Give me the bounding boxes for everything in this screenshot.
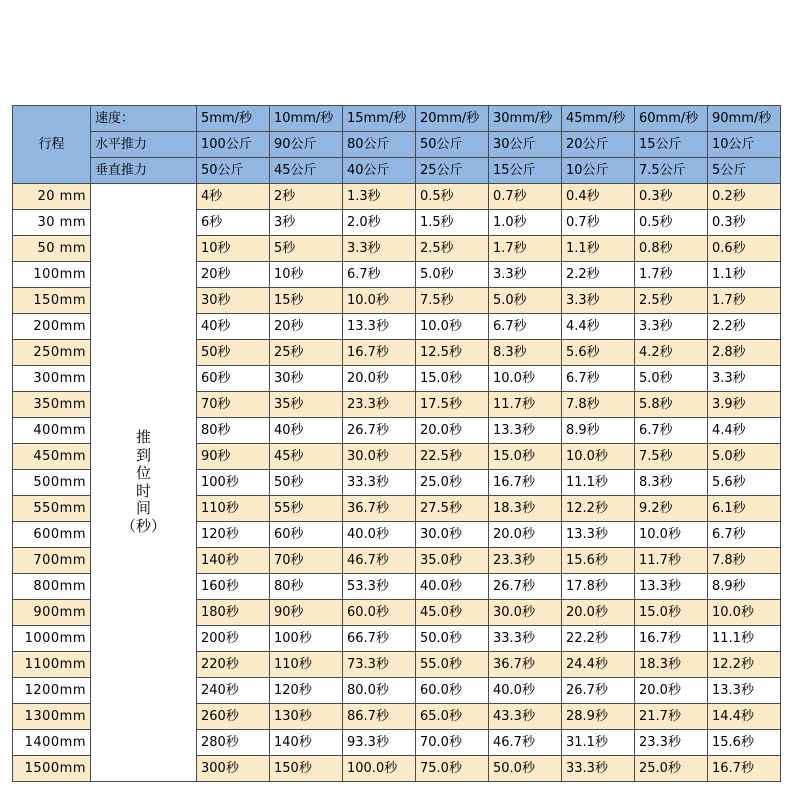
cell-r9-c6: 6.7秒 — [635, 418, 708, 444]
cell-r11-c4: 16.7秒 — [489, 470, 562, 496]
cell-r9-c4: 13.3秒 — [489, 418, 562, 444]
vertical-axis-label — [95, 429, 192, 535]
cell-r9-c2: 26.7秒 — [343, 418, 416, 444]
cell-r15-c6: 13.3秒 — [635, 574, 708, 600]
cell-r9-c3: 20.0秒 — [416, 418, 489, 444]
cell-r18-c5: 24.4秒 — [562, 652, 635, 678]
cell-r17-c3: 50.0秒 — [416, 626, 489, 652]
cell-r17-c0: 200秒 — [197, 626, 270, 652]
cell-r16-c2: 60.0秒 — [343, 600, 416, 626]
cell-r1-c5: 0.7秒 — [562, 210, 635, 236]
cell-r7-c2: 20.0秒 — [343, 366, 416, 392]
vertical-label-char-0: 推 — [135, 428, 151, 447]
stroke-label-20: 1300mm — [13, 704, 91, 730]
cell-r11-c1: 50秒 — [270, 470, 343, 496]
cell-r18-c6: 18.3秒 — [635, 652, 708, 678]
header-row-horizontal-force — [13, 132, 781, 158]
cell-r3-c3: 5.0秒 — [416, 262, 489, 288]
header-horizontal-force-2: 80公斤 — [343, 132, 416, 158]
stroke-label-0: 20 mm — [13, 184, 91, 210]
cell-r5-c7: 2.2秒 — [708, 314, 781, 340]
stroke-label-21: 1400mm — [13, 730, 91, 756]
cell-r6-c3: 12.5秒 — [416, 340, 489, 366]
cell-r2-c2: 3.3秒 — [343, 236, 416, 262]
cell-r7-c6: 5.0秒 — [635, 366, 708, 392]
cell-r5-c3: 10.0秒 — [416, 314, 489, 340]
cell-r2-c6: 0.8秒 — [635, 236, 708, 262]
cell-r10-c7: 5.0秒 — [708, 444, 781, 470]
cell-r12-c3: 27.5秒 — [416, 496, 489, 522]
cell-r21-c6: 23.3秒 — [635, 730, 708, 756]
stroke-label-19: 1200mm — [13, 678, 91, 704]
header-speed-0: 5mm/秒 — [197, 106, 270, 132]
cell-r22-c2: 100.0秒 — [343, 756, 416, 782]
vertical-label-char-2: 位 — [135, 463, 151, 482]
cell-r10-c6: 7.5秒 — [635, 444, 708, 470]
cell-r12-c0: 110秒 — [197, 496, 270, 522]
cell-r21-c2: 93.3秒 — [343, 730, 416, 756]
cell-r1-c4: 1.0秒 — [489, 210, 562, 236]
stroke-label-7: 300mm — [13, 366, 91, 392]
cell-r7-c5: 6.7秒 — [562, 366, 635, 392]
cell-r1-c6: 0.5秒 — [635, 210, 708, 236]
cell-r18-c0: 220秒 — [197, 652, 270, 678]
cell-r8-c0: 70秒 — [197, 392, 270, 418]
cell-r16-c0: 180秒 — [197, 600, 270, 626]
cell-r16-c7: 10.0秒 — [708, 600, 781, 626]
cell-r11-c5: 11.1秒 — [562, 470, 635, 496]
stroke-label-6: 250mm — [13, 340, 91, 366]
cell-r20-c6: 21.7秒 — [635, 704, 708, 730]
cell-r3-c5: 2.2秒 — [562, 262, 635, 288]
header-label-speed: 速度： — [91, 106, 197, 132]
cell-r8-c3: 17.5秒 — [416, 392, 489, 418]
header-vertical-force-2: 40公斤 — [343, 158, 416, 184]
cell-r17-c5: 22.2秒 — [562, 626, 635, 652]
cell-r2-c5: 1.1秒 — [562, 236, 635, 262]
vertical-label-char-4: 间 — [135, 499, 151, 518]
cell-r3-c7: 1.1秒 — [708, 262, 781, 288]
cell-r11-c7: 5.6秒 — [708, 470, 781, 496]
cell-r18-c7: 12.2秒 — [708, 652, 781, 678]
cell-r0-c5: 0.4秒 — [562, 184, 635, 210]
cell-r6-c7: 2.8秒 — [708, 340, 781, 366]
cell-r11-c3: 25.0秒 — [416, 470, 489, 496]
stroke-label-3: 100mm — [13, 262, 91, 288]
cell-r21-c1: 140秒 — [270, 730, 343, 756]
stroke-label-22: 1500mm — [13, 756, 91, 782]
cell-r1-c2: 2.0秒 — [343, 210, 416, 236]
header-speed-2: 15mm/秒 — [343, 106, 416, 132]
cell-r19-c2: 80.0秒 — [343, 678, 416, 704]
cell-r7-c3: 15.0秒 — [416, 366, 489, 392]
stroke-label-17: 1000mm — [13, 626, 91, 652]
cell-r14-c6: 11.7秒 — [635, 548, 708, 574]
cell-r16-c6: 15.0秒 — [635, 600, 708, 626]
cell-r11-c6: 8.3秒 — [635, 470, 708, 496]
cell-r20-c7: 14.4秒 — [708, 704, 781, 730]
cell-r12-c6: 9.2秒 — [635, 496, 708, 522]
cell-r14-c5: 15.6秒 — [562, 548, 635, 574]
cell-r8-c4: 11.7秒 — [489, 392, 562, 418]
cell-r19-c5: 26.7秒 — [562, 678, 635, 704]
cell-r4-c5: 3.3秒 — [562, 288, 635, 314]
cell-r22-c6: 25.0秒 — [635, 756, 708, 782]
cell-r7-c1: 30秒 — [270, 366, 343, 392]
stroke-label-16: 900mm — [13, 600, 91, 626]
cell-r6-c5: 5.6秒 — [562, 340, 635, 366]
cell-r4-c6: 2.5秒 — [635, 288, 708, 314]
cell-r20-c3: 65.0秒 — [416, 704, 489, 730]
cell-r15-c2: 53.3秒 — [343, 574, 416, 600]
header-vertical-force-1: 45公斤 — [270, 158, 343, 184]
cell-r19-c6: 20.0秒 — [635, 678, 708, 704]
cell-r15-c3: 40.0秒 — [416, 574, 489, 600]
stroke-label-9: 400mm — [13, 418, 91, 444]
cell-r0-c3: 0.5秒 — [416, 184, 489, 210]
cell-r10-c2: 30.0秒 — [343, 444, 416, 470]
cell-r12-c4: 18.3秒 — [489, 496, 562, 522]
cell-r3-c0: 20秒 — [197, 262, 270, 288]
cell-r20-c5: 28.9秒 — [562, 704, 635, 730]
cell-r16-c5: 20.0秒 — [562, 600, 635, 626]
cell-r22-c4: 50.0秒 — [489, 756, 562, 782]
header-speed-6: 60mm/秒 — [635, 106, 708, 132]
stroke-label-11: 500mm — [13, 470, 91, 496]
cell-r18-c4: 36.7秒 — [489, 652, 562, 678]
cell-r10-c4: 15.0秒 — [489, 444, 562, 470]
header-vertical-force-0: 50公斤 — [197, 158, 270, 184]
cell-r2-c0: 10秒 — [197, 236, 270, 262]
cell-r0-c1: 2秒 — [270, 184, 343, 210]
cell-r5-c6: 3.3秒 — [635, 314, 708, 340]
cell-r1-c3: 1.5秒 — [416, 210, 489, 236]
cell-r5-c5: 4.4秒 — [562, 314, 635, 340]
cell-r8-c2: 23.3秒 — [343, 392, 416, 418]
header-vertical-force-7: 5公斤 — [708, 158, 781, 184]
cell-r12-c2: 36.7秒 — [343, 496, 416, 522]
cell-r5-c1: 20秒 — [270, 314, 343, 340]
cell-r14-c3: 35.0秒 — [416, 548, 489, 574]
stroke-label-1: 30 mm — [13, 210, 91, 236]
cell-r20-c4: 43.3秒 — [489, 704, 562, 730]
cell-r4-c1: 15秒 — [270, 288, 343, 314]
cell-r10-c1: 45秒 — [270, 444, 343, 470]
cell-r0-c7: 0.2秒 — [708, 184, 781, 210]
cell-r15-c4: 26.7秒 — [489, 574, 562, 600]
cell-r16-c1: 90秒 — [270, 600, 343, 626]
cell-r6-c0: 50秒 — [197, 340, 270, 366]
cell-r22-c7: 16.7秒 — [708, 756, 781, 782]
cell-r19-c1: 120秒 — [270, 678, 343, 704]
header-row-vertical-force — [13, 158, 781, 184]
cell-r6-c6: 4.2秒 — [635, 340, 708, 366]
cell-r15-c7: 8.9秒 — [708, 574, 781, 600]
cell-r15-c0: 160秒 — [197, 574, 270, 600]
cell-r18-c1: 110秒 — [270, 652, 343, 678]
cell-r0-c6: 0.3秒 — [635, 184, 708, 210]
cell-r6-c4: 8.3秒 — [489, 340, 562, 366]
cell-r15-c1: 80秒 — [270, 574, 343, 600]
cell-r13-c1: 60秒 — [270, 522, 343, 548]
cell-r13-c5: 13.3秒 — [562, 522, 635, 548]
speed-stroke-time-table — [12, 105, 781, 782]
vertical-label-char-1: 到 — [135, 446, 151, 465]
cell-r0-c4: 0.7秒 — [489, 184, 562, 210]
header-speed-4: 30mm/秒 — [489, 106, 562, 132]
cell-r14-c7: 7.8秒 — [708, 548, 781, 574]
header-horizontal-force-1: 90公斤 — [270, 132, 343, 158]
cell-r7-c4: 10.0秒 — [489, 366, 562, 392]
header-horizontal-force-3: 50公斤 — [416, 132, 489, 158]
cell-r8-c7: 3.9秒 — [708, 392, 781, 418]
cell-r11-c0: 100秒 — [197, 470, 270, 496]
cell-r20-c2: 86.7秒 — [343, 704, 416, 730]
header-vertical-force-3: 25公斤 — [416, 158, 489, 184]
cell-r19-c7: 13.3秒 — [708, 678, 781, 704]
stroke-label-4: 150mm — [13, 288, 91, 314]
cell-r2-c4: 1.7秒 — [489, 236, 562, 262]
cell-r10-c5: 10.0秒 — [562, 444, 635, 470]
cell-r3-c6: 1.7秒 — [635, 262, 708, 288]
cell-r2-c7: 0.6秒 — [708, 236, 781, 262]
cell-r20-c1: 130秒 — [270, 704, 343, 730]
stroke-label-14: 700mm — [13, 548, 91, 574]
header-row-speed — [13, 106, 781, 132]
cell-r22-c3: 75.0秒 — [416, 756, 489, 782]
cell-r19-c0: 240秒 — [197, 678, 270, 704]
stroke-label-13: 600mm — [13, 522, 91, 548]
cell-r13-c0: 120秒 — [197, 522, 270, 548]
cell-r21-c7: 15.6秒 — [708, 730, 781, 756]
cell-r21-c3: 70.0秒 — [416, 730, 489, 756]
stroke-label-10: 450mm — [13, 444, 91, 470]
cell-r16-c3: 45.0秒 — [416, 600, 489, 626]
cell-r4-c7: 1.7秒 — [708, 288, 781, 314]
cell-r9-c7: 4.4秒 — [708, 418, 781, 444]
cell-r9-c0: 80秒 — [197, 418, 270, 444]
header-speed-1: 10mm/秒 — [270, 106, 343, 132]
table-body — [13, 106, 781, 782]
header-speed-5: 45mm/秒 — [562, 106, 635, 132]
header-vertical-force-5: 10公斤 — [562, 158, 635, 184]
cell-r11-c2: 33.3秒 — [343, 470, 416, 496]
cell-r19-c4: 40.0秒 — [489, 678, 562, 704]
cell-r21-c4: 46.7秒 — [489, 730, 562, 756]
cell-r17-c7: 11.1秒 — [708, 626, 781, 652]
cell-r8-c6: 5.8秒 — [635, 392, 708, 418]
cell-r13-c7: 6.7秒 — [708, 522, 781, 548]
cell-r3-c1: 10秒 — [270, 262, 343, 288]
cell-r10-c0: 90秒 — [197, 444, 270, 470]
vertical-label-char-3: 时 — [135, 481, 151, 500]
stroke-label-12: 550mm — [13, 496, 91, 522]
cell-r5-c4: 6.7秒 — [489, 314, 562, 340]
cell-r16-c4: 30.0秒 — [489, 600, 562, 626]
cell-r5-c2: 13.3秒 — [343, 314, 416, 340]
cell-r6-c1: 25秒 — [270, 340, 343, 366]
header-horizontal-force-7: 10公斤 — [708, 132, 781, 158]
cell-r2-c3: 2.5秒 — [416, 236, 489, 262]
cell-r9-c5: 8.9秒 — [562, 418, 635, 444]
stroke-corner-header: 行程 — [13, 106, 91, 184]
cell-r17-c6: 16.7秒 — [635, 626, 708, 652]
cell-r17-c4: 33.3秒 — [489, 626, 562, 652]
cell-r14-c2: 46.7秒 — [343, 548, 416, 574]
header-label-vertical-force: 垂直推力 — [91, 158, 197, 184]
cell-r21-c5: 31.1秒 — [562, 730, 635, 756]
cell-r14-c0: 140秒 — [197, 548, 270, 574]
cell-r5-c0: 40秒 — [197, 314, 270, 340]
header-speed-7: 90mm/秒 — [708, 106, 781, 132]
cell-r8-c5: 7.8秒 — [562, 392, 635, 418]
header-vertical-force-4: 15公斤 — [489, 158, 562, 184]
cell-r7-c0: 60秒 — [197, 366, 270, 392]
cell-r15-c5: 17.8秒 — [562, 574, 635, 600]
cell-r1-c1: 3秒 — [270, 210, 343, 236]
stroke-label-8: 350mm — [13, 392, 91, 418]
header-horizontal-force-4: 30公斤 — [489, 132, 562, 158]
cell-r4-c3: 7.5秒 — [416, 288, 489, 314]
cell-r10-c3: 22.5秒 — [416, 444, 489, 470]
cell-r22-c1: 150秒 — [270, 756, 343, 782]
vertical-axis-label-cell — [91, 184, 197, 782]
cell-r13-c4: 20.0秒 — [489, 522, 562, 548]
cell-r2-c1: 5秒 — [270, 236, 343, 262]
header-horizontal-force-5: 20公斤 — [562, 132, 635, 158]
cell-r3-c4: 3.3秒 — [489, 262, 562, 288]
cell-r4-c2: 10.0秒 — [343, 288, 416, 314]
cell-r18-c2: 73.3秒 — [343, 652, 416, 678]
cell-r1-c0: 6秒 — [197, 210, 270, 236]
vertical-label-char-5: （秒） — [120, 516, 166, 535]
stroke-label-2: 50 mm — [13, 236, 91, 262]
cell-r0-c2: 1.3秒 — [343, 184, 416, 210]
header-label-horizontal-force: 水平推力 — [91, 132, 197, 158]
cell-r0-c0: 4秒 — [197, 184, 270, 210]
cell-r12-c1: 55秒 — [270, 496, 343, 522]
cell-r14-c1: 70秒 — [270, 548, 343, 574]
cell-r14-c4: 23.3秒 — [489, 548, 562, 574]
stroke-label-18: 1100mm — [13, 652, 91, 678]
cell-r9-c1: 40秒 — [270, 418, 343, 444]
cell-r8-c1: 35秒 — [270, 392, 343, 418]
cell-r13-c3: 30.0秒 — [416, 522, 489, 548]
header-horizontal-force-0: 100公斤 — [197, 132, 270, 158]
cell-r6-c2: 16.7秒 — [343, 340, 416, 366]
cell-r19-c3: 60.0秒 — [416, 678, 489, 704]
header-vertical-force-6: 7.5公斤 — [635, 158, 708, 184]
header-horizontal-force-6: 15公斤 — [635, 132, 708, 158]
table-row — [13, 184, 781, 210]
header-speed-3: 20mm/秒 — [416, 106, 489, 132]
cell-r7-c7: 3.3秒 — [708, 366, 781, 392]
cell-r22-c0: 300秒 — [197, 756, 270, 782]
cell-r17-c2: 66.7秒 — [343, 626, 416, 652]
stroke-label-15: 800mm — [13, 574, 91, 600]
stroke-label-5: 200mm — [13, 314, 91, 340]
cell-r12-c5: 12.2秒 — [562, 496, 635, 522]
cell-r4-c0: 30秒 — [197, 288, 270, 314]
cell-r4-c4: 5.0秒 — [489, 288, 562, 314]
cell-r18-c3: 55.0秒 — [416, 652, 489, 678]
cell-r13-c6: 10.0秒 — [635, 522, 708, 548]
cell-r3-c2: 6.7秒 — [343, 262, 416, 288]
cell-r17-c1: 100秒 — [270, 626, 343, 652]
cell-r22-c5: 33.3秒 — [562, 756, 635, 782]
cell-r13-c2: 40.0秒 — [343, 522, 416, 548]
cell-r1-c7: 0.3秒 — [708, 210, 781, 236]
cell-r20-c0: 260秒 — [197, 704, 270, 730]
cell-r12-c7: 6.1秒 — [708, 496, 781, 522]
cell-r21-c0: 280秒 — [197, 730, 270, 756]
